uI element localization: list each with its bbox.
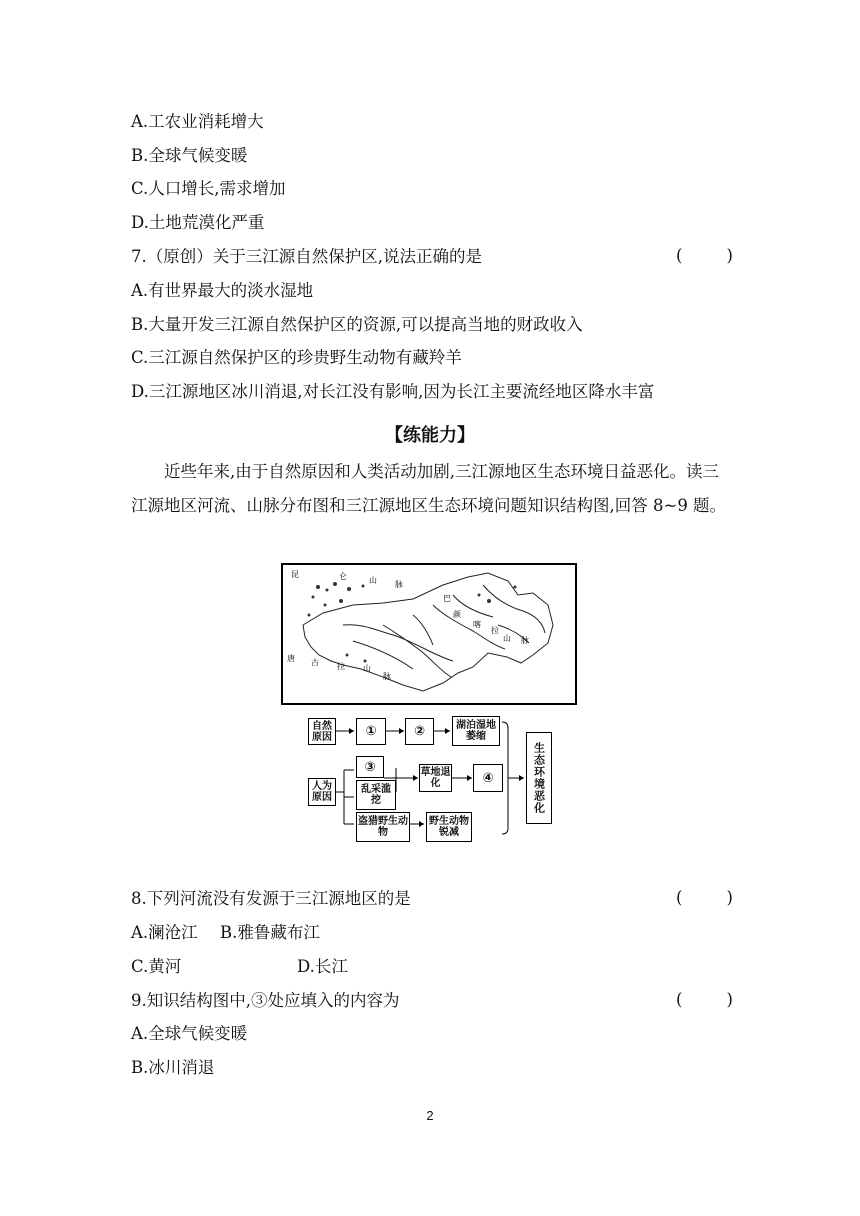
q8-option-b: B.雅鲁藏布江 [220,923,320,942]
map-label-gu: 古 [311,658,319,667]
map-label-ba: 巴 [443,594,451,603]
map-label-shan1: 山 [369,576,377,585]
q6-option-b: B.全球气候变暖 [131,146,248,165]
map-label-mai2: 脉 [383,672,391,681]
map-label-mai3: 脉 [521,636,529,645]
q8-option-c: C.黄河 [131,957,182,976]
q7-option-d: D.三江源地区冰川消退,对长江没有影响,因为长江主要流经地区降水丰富 [131,382,655,401]
box-ecological-deterioration: 生态环境恶化 [526,732,552,824]
q8-paren-close: ) [726,888,733,907]
q8-stem: 8.下列河流没有发源于三江源地区的是 [131,889,411,908]
box-circle-1: ① [356,718,386,745]
q7-paren-close: ) [726,246,733,265]
intro-paragraph: 近些年来,由于自然原因和人类活动加剧,三江源地区生态环境日益恶化。读三江源地区河流、山脉分布图和三江源地区生态环境问题知识结构图,回答 8~9 题。 [131,462,727,515]
box-circle-3: ③ [356,756,384,778]
q7-option-b: B.大量开发三江源自然保护区的资源,可以提高当地的财政收入 [131,315,583,334]
map-label-ka: 喀 [473,620,481,629]
q7-paren-open: ( [676,246,683,265]
map-label-shan2: 山 [363,664,371,673]
q7-answer-bracket [676,246,733,265]
q9-paren-open: ( [676,990,683,1009]
box-human-causes: 人为原因 [308,778,336,806]
map-label-mai1: 脉 [395,580,403,589]
q9-option-b: B.冰川消退 [131,1058,215,1077]
box-grassland-degradation: 草地退化 [419,764,452,792]
q6-option-c: C.人口增长,需求增加 [131,179,286,198]
q6-option-a: A.工农业消耗增大 [131,112,264,131]
map-label-yan: 颜 [453,610,461,619]
box-natural-causes: 自然原因 [308,718,336,745]
q8-option-a: A.澜沧江 [131,923,198,942]
map-drawing [283,565,575,703]
q7-stem: 7.（原创）关于三江源自然保护区,说法正确的是 [131,247,482,266]
q6-option-d: D.土地荒漠化严重 [131,213,265,232]
box-circle-2: ② [405,718,434,745]
map-label-la2: 拉 [491,626,499,635]
map-label-shan3: 山 [503,634,511,643]
map-label-la: 拉 [337,662,345,671]
river-mountain-map [281,563,577,705]
q9-paren-close: ) [726,990,733,1009]
knowledge-flowchart [306,712,562,844]
q9-stem: 9.知识结构图中,③处应填入的内容为 [131,991,400,1010]
map-label-kun: 昆 [291,570,299,579]
box-lake-wetland-shrink: 湖泊湿地萎缩 [452,716,500,746]
q7-option-c: C.三江源自然保护区的珍贵野生动物有藏羚羊 [131,348,462,367]
page-number: 2 [426,1108,434,1123]
section-title: 【练能力】 [385,425,475,446]
box-wildlife-decline: 野生动物锐减 [426,812,472,842]
q8-answer-bracket [676,888,733,907]
box-circle-4: ④ [473,764,503,792]
q8-paren-open: ( [676,888,683,907]
map-label-tang: 唐 [287,654,295,663]
box-poaching: 盗猎野生动物 [356,812,410,842]
box-over-digging: 乱采滥挖 [356,780,396,810]
q9-option-a: A.全球气候变暖 [131,1024,248,1043]
q7-option-a: A.有世界最大的淡水湿地 [131,281,314,300]
map-label-lun: 仑 [339,572,347,581]
q8-option-d: D.长江 [297,957,348,976]
q9-answer-bracket [676,990,733,1009]
